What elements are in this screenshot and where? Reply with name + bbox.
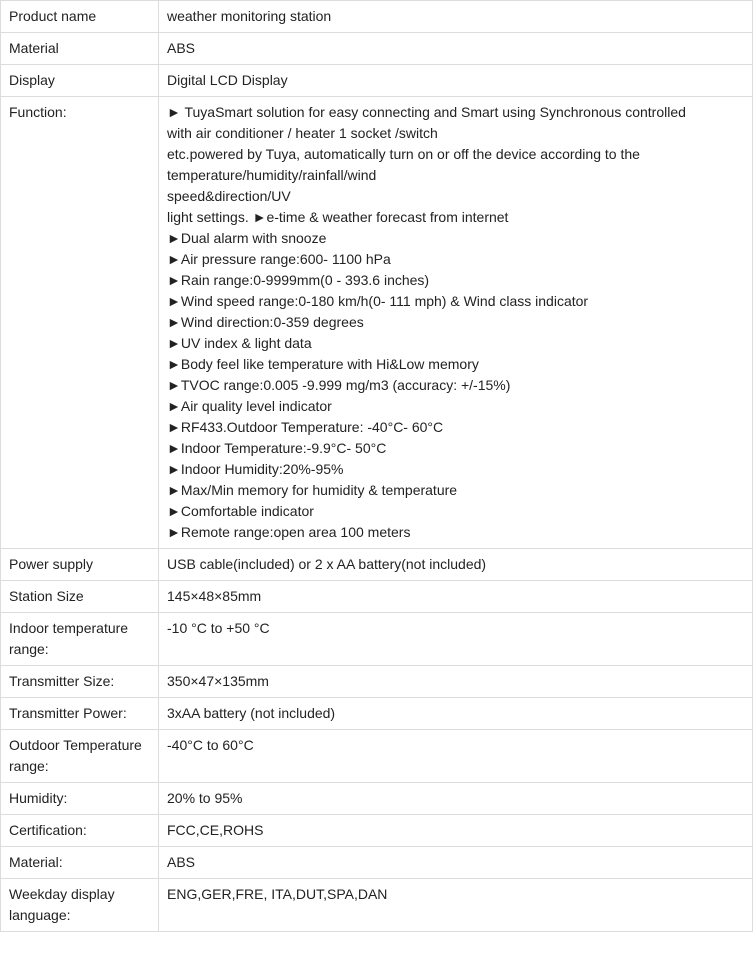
table-row — [1, 1, 753, 33]
table-row — [1, 815, 753, 847]
function-line: ►TVOC range:0.005 -9.999 mg/m3 (accuracy: +/-15%) — [167, 377, 511, 393]
row-label: Outdoor Temperature range: — [1, 730, 159, 783]
row-label: Material — [1, 33, 159, 65]
function-line: ►UV index & light data — [167, 335, 312, 351]
function-line: ►RF433.Outdoor Temperature: -40°C- 60°C — [167, 419, 444, 435]
row-value: FCC,CE,ROHS — [159, 815, 753, 847]
function-line: ►Body feel like temperature with Hi&Low memory — [167, 356, 479, 372]
row-value: 20% to 95% — [159, 783, 753, 815]
row-label: Transmitter Power: — [1, 698, 159, 730]
row-label: Material: — [1, 847, 159, 879]
table-row — [1, 698, 753, 730]
function-line: ►Air quality level indicator — [167, 398, 332, 414]
row-label: Indoor temperature range: — [1, 613, 159, 666]
table-row — [1, 666, 753, 698]
row-value: ENG,GER,FRE, ITA,DUT,SPA,DAN — [159, 879, 753, 932]
row-value: ABS — [159, 847, 753, 879]
row-label: Power supply — [1, 549, 159, 581]
function-line: light settings. ►e-time & weather forecast from internet — [167, 209, 509, 225]
table-row — [1, 33, 753, 65]
table-row — [1, 581, 753, 613]
function-list — [159, 97, 753, 549]
row-label: Certification: — [1, 815, 159, 847]
function-line: ► TuyaSmart solution for easy connecting and Smart using Synchronous controlled — [167, 104, 686, 120]
function-line: speed&direction/UV — [167, 188, 291, 204]
row-label: Transmitter Size: — [1, 666, 159, 698]
table-row — [1, 783, 753, 815]
function-line: ►Air pressure range:600- 1100 hPa — [167, 251, 391, 267]
row-label: Function: — [1, 97, 159, 549]
function-line: etc.powered by Tuya, automatically turn on or off the device according to the — [167, 146, 640, 162]
function-line: ►Comfortable indicator — [167, 503, 314, 519]
function-line: ►Rain range:0-9999mm(0 - 393.6 inches) — [167, 272, 430, 288]
row-value: ABS — [159, 33, 753, 65]
row-value: 3xAA battery (not included) — [159, 698, 753, 730]
row-label: Product name — [1, 1, 159, 33]
row-value: Digital LCD Display — [159, 65, 753, 97]
row-value: -40°C to 60°C — [159, 730, 753, 783]
function-line: ►Max/Min memory for humidity & temperature — [167, 482, 458, 498]
table-row — [1, 879, 753, 932]
row-label: Station Size — [1, 581, 159, 613]
row-value: -10 °C to +50 °C — [159, 613, 753, 666]
function-line: ►Indoor Humidity:20%-95% — [167, 461, 344, 477]
table-row — [1, 549, 753, 581]
table-row — [1, 613, 753, 666]
row-value: weather monitoring station — [159, 1, 753, 33]
table-row — [1, 847, 753, 879]
row-label: Display — [1, 65, 159, 97]
function-line: ►Wind speed range:0-180 km/h(0- 111 mph) & Wind class indicator — [167, 293, 589, 309]
table-row — [1, 730, 753, 783]
function-line: ►Dual alarm with snooze — [167, 230, 327, 246]
row-value: USB cable(included) or 2 x AA battery(not included) — [159, 549, 753, 581]
function-line: ►Wind direction:0-359 degrees — [167, 314, 364, 330]
table-row — [1, 97, 753, 549]
function-line: ►Remote range:open area 100 meters — [167, 524, 411, 540]
row-value: 350×47×135mm — [159, 666, 753, 698]
row-label: Humidity: — [1, 783, 159, 815]
function-line: ►Indoor Temperature:-9.9°C- 50°C — [167, 440, 387, 456]
function-line: with air conditioner / heater 1 socket /switch — [167, 125, 438, 141]
table-row — [1, 65, 753, 97]
row-value: 145×48×85mm — [159, 581, 753, 613]
row-label: Weekday display language: — [1, 879, 159, 932]
function-line: temperature/humidity/rainfall/wind — [167, 167, 377, 183]
